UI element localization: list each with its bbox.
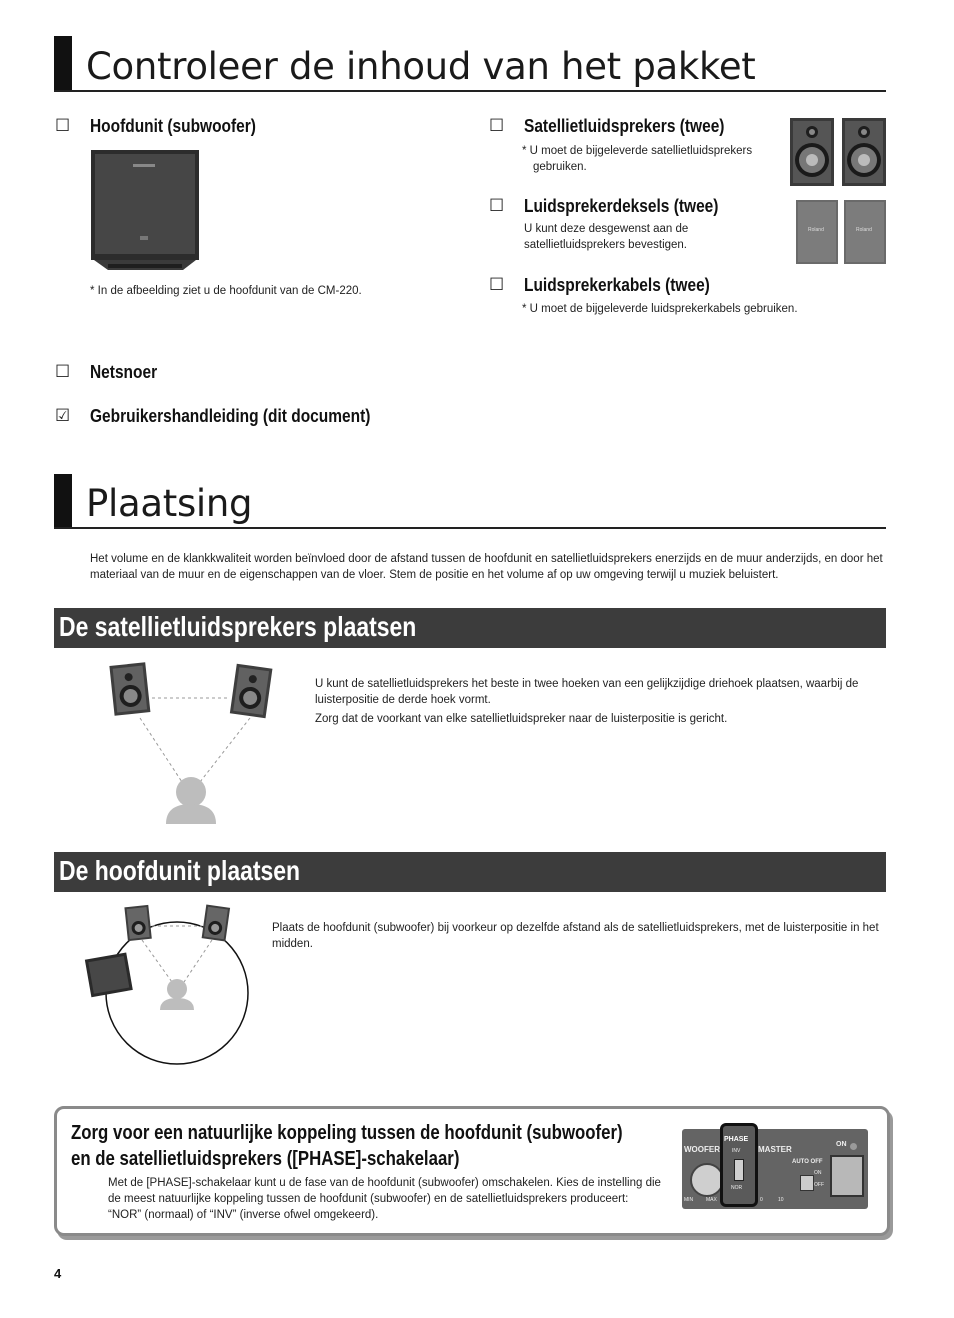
woofer-max-label: MAX [706,1197,717,1203]
checkbox-power-cord: ☐ [55,362,71,382]
placement-title: Plaatsing [86,482,253,525]
master-min-label: 0 [760,1197,763,1203]
panel-auto-off-label: AUTO OFF [792,1159,823,1165]
section-heading-contents [54,36,886,92]
item-satellites: Satellietluidsprekers (twee) [524,116,725,136]
woofer-knob-icon [690,1163,724,1197]
main-unit-placement-diagram [80,900,260,1068]
section-heading-placement [54,474,886,529]
cover-logo-left: Roland [808,227,824,233]
satellite-placement-p1: U kunt de satellietluidsprekers het beste in twee hoeken van een gelijkzijdige driehoek plaatsen, waarbij de luisterpositie de derde hoek vormt. [315,678,859,706]
phase-note-title: Zorg voor een natuurlijke koppeling tussen de hoofdunit (subwoofer) en de satellietluidsprekers ([PHASE]-schakelaar) [71,1122,623,1170]
phase-nor-label: NOR [731,1185,743,1191]
checkbox-covers: ☐ [489,196,505,216]
heading-bar [54,36,72,90]
item-manual: Gebruikershandleiding (dit document) [90,406,371,426]
covers-note: U kunt deze desgewenst aan de satellietluidsprekers bevestigen. [524,223,689,251]
auto-off-switch [800,1175,814,1191]
auto-off-on-label: ON [814,1170,822,1176]
checkbox-manual: ☑ [55,406,71,426]
satellite-placement-diagram [100,656,280,828]
auto-off-off-label: OFF [814,1182,824,1188]
phase-switch-highlight [720,1123,758,1207]
panel-on-label: ON [836,1141,847,1148]
subheading-main-placement [54,852,886,892]
power-led-icon [850,1143,857,1150]
satellite-speakers-image [788,116,888,188]
satellites-note: * U moet de bijgeleverde satellietluidsprekers gebruiken. [522,145,753,173]
subheading-satellite-placement [54,608,886,648]
phase-note-box [54,1106,890,1236]
phase-label: PHASE [724,1136,749,1143]
power-switch [830,1155,864,1197]
heading-bar [54,474,72,527]
subheading-text: De satellietluidsprekers plaatsen [59,611,417,642]
satellite-placement-p2: Zorg dat de voorkant van elke satellietluidspreker naar de luisterpositie is gericht. [315,713,728,725]
phase-switch [734,1159,744,1181]
main-placement-p1: Plaats de hoofdunit (subwoofer) bij voorkeur op dezelfde afstand als de satellietluidsprekers, met de luisterpositie in het midden. [272,922,879,950]
placement-intro: Het volume en de klankkwaliteit worden beïnvloed door de afstand tussen de hoofdunit en satellietluidsprekers enerzijds en de muur anderzijds, en door het materiaal van de muur en de eigenschappen van de vloer. Stem de positie en het volume af op uw omgeving terwijl u muziek beluistert. [90,553,883,581]
phase-note-body: Met de [PHASE]-schakelaar kunt u de fase van de hoofdunit (subwoofer) omschakelen. Kies de instelling die de meest natuurlijke koppeling tussen de hoofdunit (subwoofer) en de satellietluidsprekers produceert: “NOR” (normaal) of “INV” (inverse ofwel omgekeerd). [108,1177,661,1221]
panel-master-label: MASTER [758,1145,792,1154]
woofer-min-label: MIN [684,1197,694,1203]
checkbox-main-unit: ☐ [55,116,71,136]
page-title: Controleer de inhoud van het pakket [86,45,756,88]
control-panel-image [682,1129,868,1209]
item-covers: Luidsprekerdeksels (twee) [524,196,719,216]
item-main-unit: Hoofdunit (subwoofer) [90,116,256,136]
checkbox-cables: ☐ [489,275,505,295]
page-number: 4 [54,1266,62,1281]
checkbox-satellites: ☐ [489,116,505,136]
subheading-text: De hoofdunit plaatsen [59,855,301,886]
phase-inv-label: INV [732,1148,741,1154]
cables-note: * U moet de bijgeleverde luidsprekerkabels gebruiken. [522,303,798,315]
panel-woofer-label: WOOFER [684,1145,720,1154]
item-cables: Luidsprekerkabels (twee) [524,275,710,295]
item-power-cord: Netsnoer [90,362,158,382]
speaker-covers-image [794,198,890,268]
main-unit-note: * In de afbeelding ziet u de hoofdunit van de CM-220. [90,285,362,297]
master-max-label: 10 [778,1197,784,1203]
subwoofer-image [88,148,202,272]
cover-logo-right: Roland [856,227,872,233]
